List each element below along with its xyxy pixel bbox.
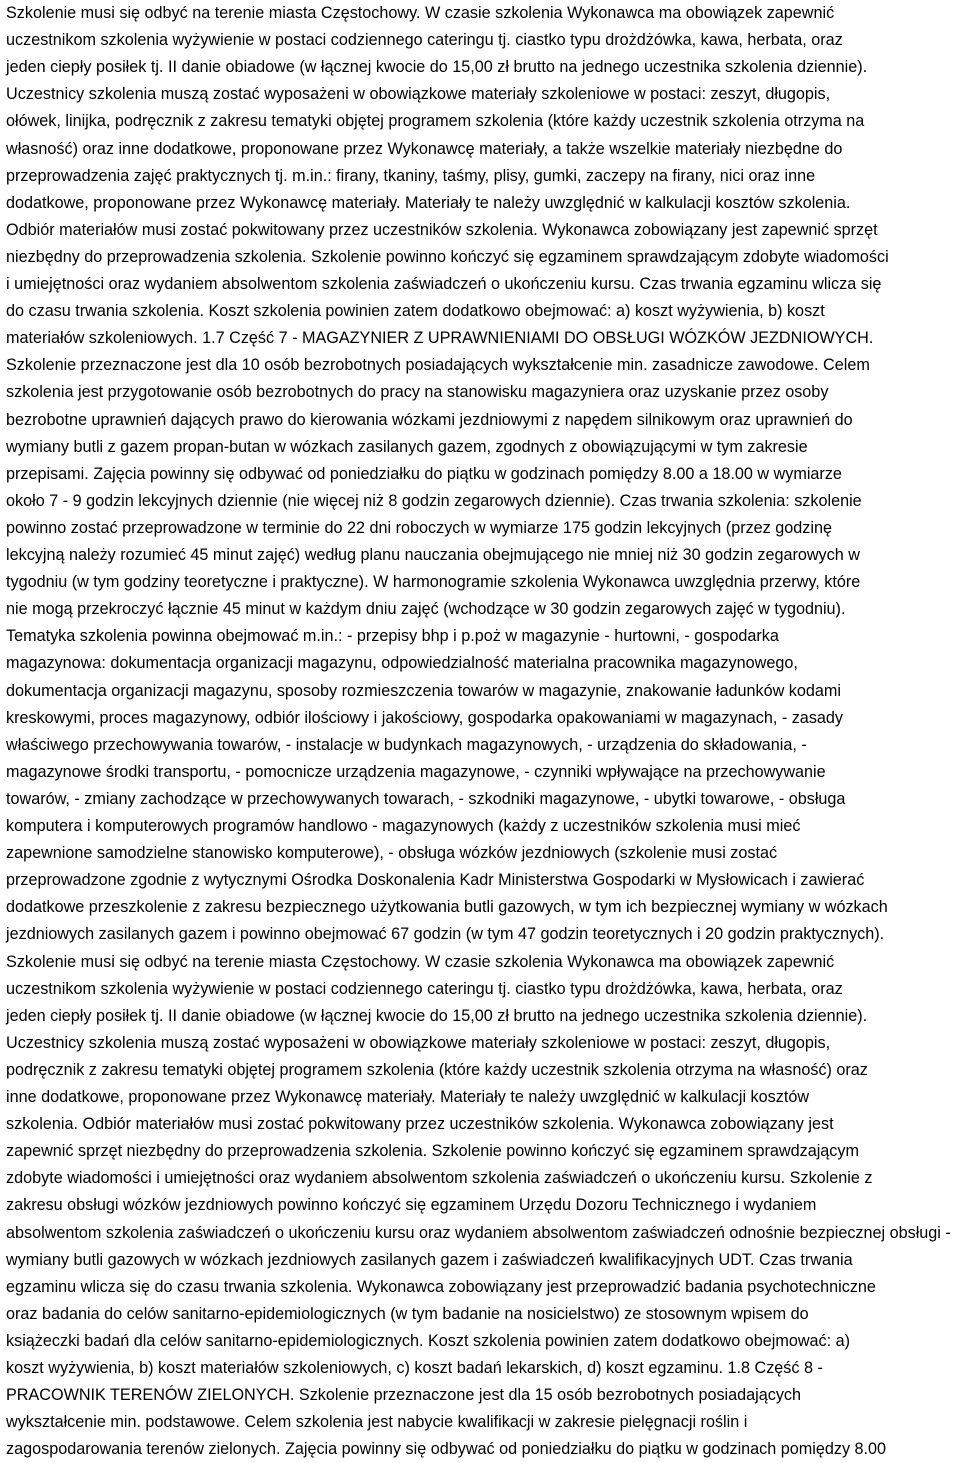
text-line: właściwego przechowywania towarów, - instalacje w budynkach magazynowych, - urządzenia do składowania, - [6,735,807,754]
text-line: dodatkowe przeszkolenie z zakresu bezpiecznego użytkowania butli gazowych, w tym ich bezpiecznej wymiany w wózkach [6,898,888,917]
text-line: zapewnione samodzielne stanowisko komputerowe), - obsługa wózków jezdniowych (szkolenie musi zostać [6,844,778,863]
text-line: podręcznik z zakresu tematyki objętej programem szkolenia (które każdy uczestnik szkolenia otrzyma na własność) oraz [6,1060,868,1079]
text-line: własność) oraz inne dodatkowe, proponowane przez Wykonawcę materiały, a także wszelkie materiały niezbędne do [6,139,843,158]
text-line: wymiany butli z gazem propan-butan w wózkach zasilanych gazem, zgodnych z obowiązującymi w tym zakresie [6,437,808,456]
text-line: około 7 - 9 godzin lekcyjnych dziennie (nie więcej niż 8 godzin zegarowych dziennie). Czas trwania szkolenia: szkolenie [6,491,862,510]
text-line: zdobyte wiadomości i umiejętności oraz wydaniem absolwentom szkolenia zaświadczeń o ukończeniu kursu. Szkolenie z [6,1169,873,1188]
text-line: Tematyka szkolenia powinna obejmować m.in.: - przepisy bhp i p.poż w magazynie - hurtowni, - gospodarka [6,627,779,646]
text-line: dokumentacja organizacji magazynu, sposoby rozmieszczenia towarów w magazynie, znakowanie ładunków kodami [6,681,841,700]
text-line: dodatkowe, proponowane przez Wykonawcę materiały. Materiały te należy uwzględnić w kalkulacji kosztów szkolenia. [6,193,851,212]
text-line: PRACOWNIK TERENÓW ZIELONYCH. Szkolenie przeznaczone jest dla 15 osób bezrobotnych posiadających [6,1386,802,1405]
text-line: Uczestnicy szkolenia muszą zostać wyposażeni w obowiązkowe materiały szkoleniowe w postaci: zeszyt, długopis, [6,1033,831,1052]
text-line: niezbędny do przeprowadzenia szkolenia. Szkolenie powinno kończyć się egzaminem sprawdzającym zdobyte wiadomości [6,247,889,266]
text-line: bezrobotne uprawnień dających prawo do kierowania wózkami jezdniowymi z napędem silnikowym oraz uprawnień do [6,410,853,429]
text-line: tygodniu (w tym godziny teoretyczne i praktyczne). W harmonogramie szkolenia Wykonawca uwzględnia przerwy, które [6,573,861,592]
text-line: Szkolenie musi się odbyć na terenie miasta Częstochowy. W czasie szkolenia Wykonawca ma obowiązek zapewnić [6,4,835,22]
text-line: absolwentom szkolenia zaświadczeń o ukończeniu kursu oraz wydaniem absolwentom zaświadczeń odnośnie bezpiecznej obsługi - [6,1223,951,1242]
text-line: szkolenia jest przygotowanie osób bezrobotnych do pracy na stanowisku magazyniera oraz uzyskanie przez osoby [6,383,829,402]
text-line: oraz badania do celów sanitarno-epidemiologicznych (w tym badanie na nosicielstwo) ze stosownym wpisem do [6,1304,809,1323]
text-line: książeczki badań dla celów sanitarno-epidemiologicznych. Koszt szkolenia powinien zatem dodatkowo obejmować: a) [6,1331,850,1350]
text-line: szkolenia. Odbiór materiałów musi zostać pokwitowany przez uczestników szkolenia. Wykonawca zobowiązany jest [6,1115,834,1134]
text-line: uczestnikom szkolenia wyżywienie w postaci codziennego cateringu tj. ciastko typu drożdżówka, kawa, herbata, oraz [6,979,843,998]
text-line: koszt wyżywienia, b) koszt materiałów szkoleniowych, c) koszt badań lekarskich, d) koszt egzaminu. 1.8 Część 8 - [6,1359,823,1377]
text-line: i umiejętności oraz wydaniem absolwentom szkolenia zaświadczeń o ukończeniu kursu. Czas trwania egzaminu wlicza się [6,275,882,293]
text-line: zakresu obsługi wózków jezdniowych powinno kończyć się egzaminem Urzędu Dozoru Technicznego i wydaniem [6,1196,817,1215]
text-line: uczestnikom szkolenia wyżywienie w postaci codziennego cateringu tj. ciastko typu drożdżówka, kawa, herbata, oraz [6,31,843,50]
text-line: Uczestnicy szkolenia muszą zostać wyposażeni w obowiązkowe materiały szkoleniowe w postaci: zeszyt, długopis, [6,85,831,104]
text-line: inne dodatkowe, proponowane przez Wykonawcę materiały. Materiały te należy uwzględnić w kalkulacji kosztów [6,1088,810,1106]
text-line: nie mogą przekroczyć łącznie 45 minut w każdym dniu zajęć (wchodzące w 30 godzin zegarowych zajęć w tygodniu). [6,600,846,619]
text-line: magazynowe środki transportu, - pomocnicze urządzenia magazynowe, - czynniki wpływające na przechowywanie [6,762,826,781]
text-line: kreskowymi, proces magazynowy, odbiór ilościowy i jakościowy, gospodarka opakowaniami w magazynach, - zasady [6,708,844,727]
text-line: materiałów szkoleniowych. 1.7 Część 7 - MAGAZYNIER Z UPRAWNIENIAMI DO OBSŁUGI WÓZKÓW JEZDNIOWYCH. [6,329,874,348]
text-line: jeden ciepły posiłek tj. II danie obiadowe (w łącznej kwocie do 15,00 zł brutto na jednego uczestnika szkolenia dziennie). [6,58,868,77]
text-line: egzaminu wlicza się do czasu trwania szkolenia. Wykonawca zobowiązany jest przeprowadzić badania psychotechniczne [6,1277,876,1296]
text-line: Szkolenie musi się odbyć na terenie miasta Częstochowy. W czasie szkolenia Wykonawca ma obowiązek zapewnić [6,952,835,971]
text-line: Szkolenie przeznaczone jest dla 10 osób bezrobotnych posiadających wykształcenie min. zasadnicze zawodowe. Celem [6,356,870,375]
text-line: jeden ciepły posiłek tj. II danie obiadowe (w łącznej kwocie do 15,00 zł brutto na jednego uczestnika szkolenia dziennie). [6,1006,868,1025]
text-line: przeprowadzenia zajęć praktycznych tj. m.in.: firany, tkaniny, taśmy, plisy, gumki, zaczepy na firany, nici oraz inne [6,166,816,185]
text-line: ołówek, linijka, podręcznik z zakresu tematyki objętej programem szkolenia (które każdy uczestnik szkolenia otrzyma na [6,112,865,131]
text-line: towarów, - zmiany zachodzące w przechowywanych towarach, - szkodniki magazynowe, - ubytki towarowe, - obsługa [6,789,846,808]
text-line: lekcyjną należy rozumieć 45 minut zajęć) według planu nauczania obejmującego nie mniej niż 30 godzin zegarowych w [6,546,860,564]
text-line: jezdniowych zasilanych gazem i powinno obejmować 67 godzin (w tym 47 godzin teoretycznych i 20 godzin praktycznych). [6,925,885,944]
text-line: wykształcenie min. podstawowe. Celem szkolenia jest nabycie kwalifikacji w zakresie pielęgnacji roślin i [6,1413,748,1432]
text-line: powinno zostać przeprowadzone w terminie do 22 dni roboczych w wymiarze 175 godzin lekcyjnych (przez godzinę [6,518,832,537]
text-line: zapewnić sprzęt niezbędny do przeprowadzenia szkolenia. Szkolenie powinno kończyć się egzaminem sprawdzającym [6,1142,859,1161]
text-line: przepisami. Zajęcia powinny się odbywać od poniedziałku do piątku w godzinach pomiędzy 8.00 a 18.00 w wymiarze [6,464,842,483]
text-line: zagospodarowania terenów zielonych. Zajęcia powinny się odbywać od poniedziałku do piątku w godzinach pomiędzy 8.00 [6,1440,887,1459]
text-line: przeprowadzone zgodnie z wytycznymi Ośrodka Doskonalenia Kadr Ministerstwa Gospodarki w Mysłowicach i zawierać [6,871,865,890]
text-line: wymiany butli gazowych w wózkach jezdniowych zasilanych gazem i zaświadczeń kwalifikacyjnych UDT. Czas trwania [6,1250,853,1269]
text-line: magazynowa: dokumentacja organizacji magazynu, odpowiedzialność materialna pracownika magazynowego, [6,654,798,673]
text-line: Odbiór materiałów musi zostać pokwitowany przez uczestników szkolenia. Wykonawca zobowiązany jest zapewnić sprzęt [6,220,878,239]
text-line: komputera i komputerowych programów handlowo - magazynowych (każdy z uczestników szkolenia musi mieć [6,817,801,835]
text-line: do czasu trwania szkolenia. Koszt szkolenia powinien zatem dodatkowo obejmować: a) koszt wyżywienia, b) koszt [6,302,825,321]
